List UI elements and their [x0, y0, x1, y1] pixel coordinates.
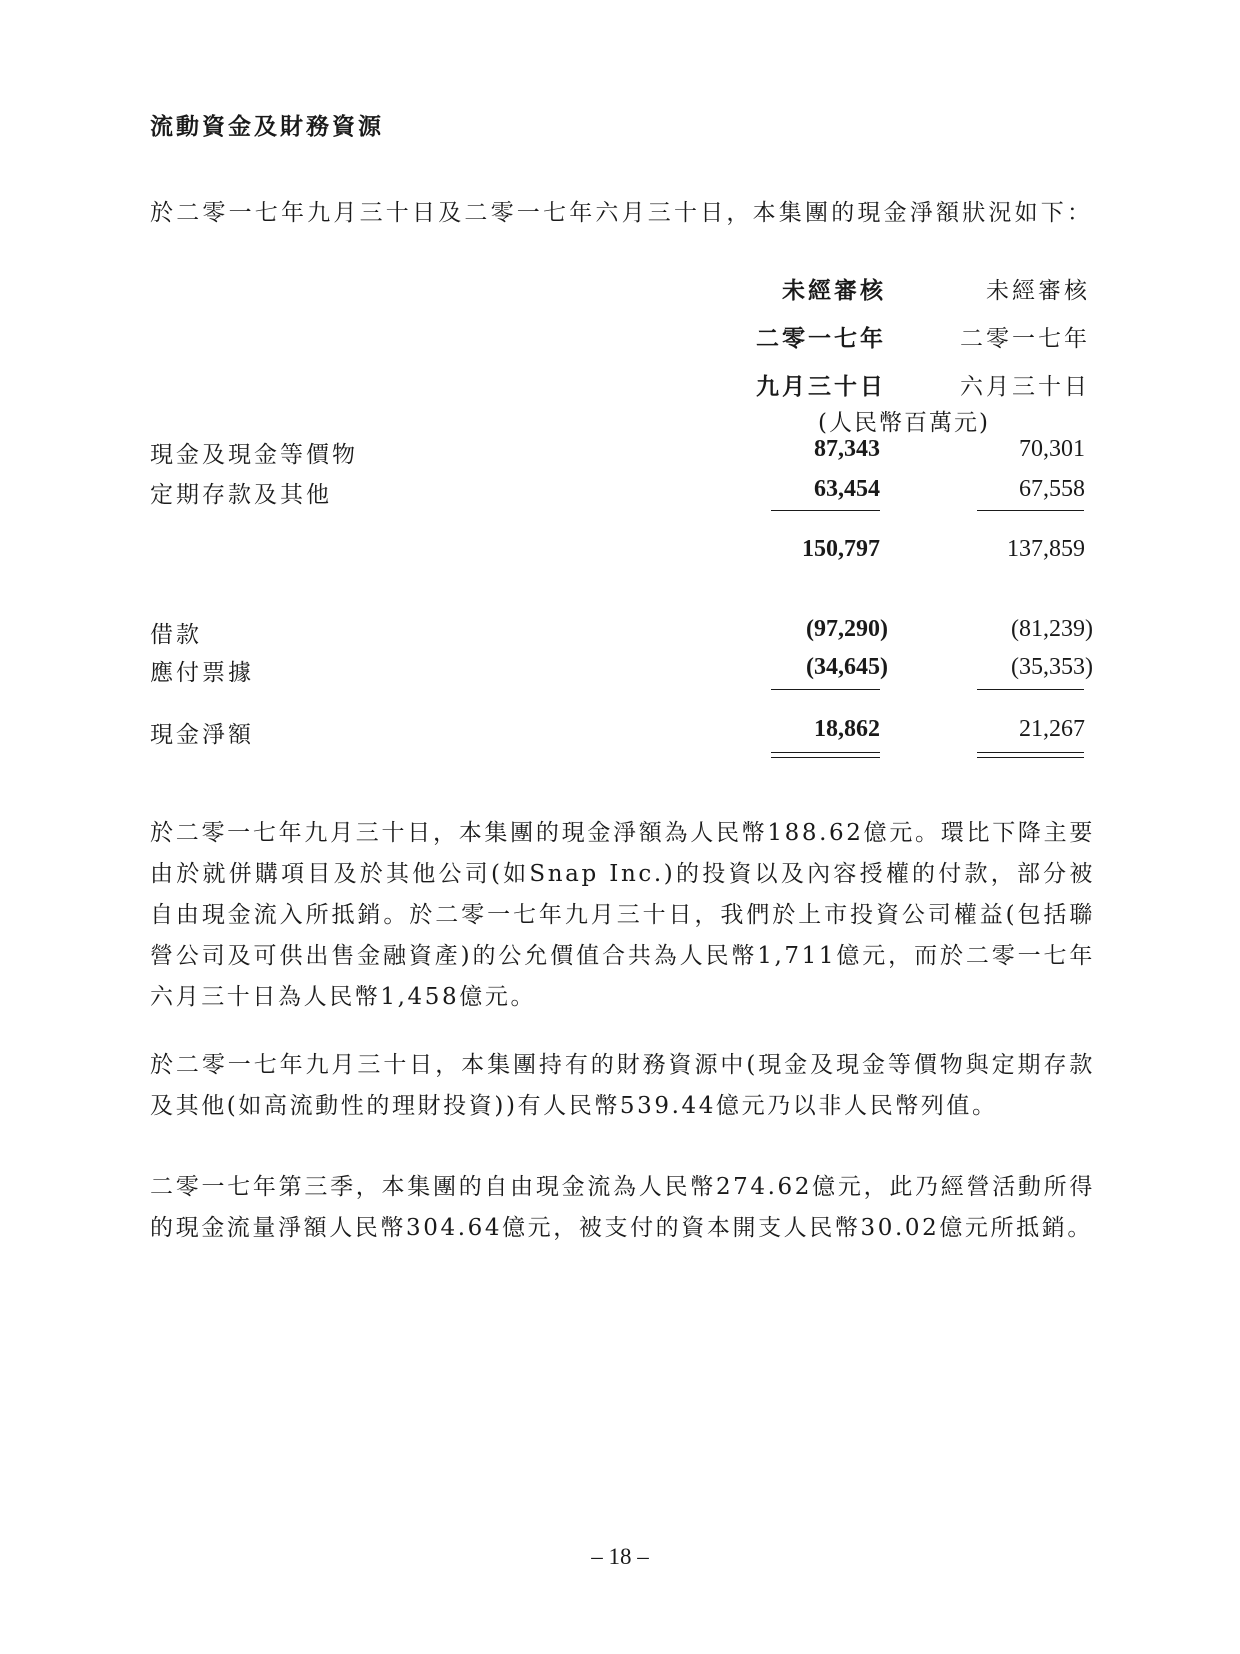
- paragraph-net-cash-explanation: 於二零一七年九月三十日，本集團的現金淨額為人民幣188.62億元。環比下降主要由於就併購項目及於其他公司(如Snap Inc.)的投資以及內容授權的付款，部分被自由現金流入所抵銷。於二零一七年九月三十日，我們於上市投資公司權益(包括聯營公司及可供出售金融資產)的公允價值合共為人民幣1,711億元，而於二零一七年六月三十日為人民幣1,458億元。: [150, 820, 1095, 1010]
- intro-sentence: 於二零一七年九月三十日及二零一七年六月三十日，本集團的現金淨額狀況如下：: [150, 200, 1094, 226]
- cell-notes-payable-current: (34,645): [806, 654, 888, 680]
- paragraph-free-cash-flow: 二零一七年第三季，本集團的自由現金流為人民幣274.62億元，此乃經營活動所得的現金流量淨額人民幣304.64億元，被支付的資本開支人民幣30.02億元所抵銷。: [150, 1174, 1095, 1241]
- cell-net-cash-prior: 21,267: [1019, 716, 1085, 742]
- double-rule-current-top: [771, 752, 880, 753]
- column-header-prior-line1: 未經審核: [986, 278, 1090, 304]
- row-label-notes-payable: 應付票據: [150, 660, 254, 686]
- row-label-net-cash: 現金淨額: [150, 722, 254, 748]
- column-header-prior-line2: 二零一七年: [960, 326, 1090, 352]
- net-rule-prior: [977, 689, 1084, 690]
- cell-term-deposits-current: 63,454: [814, 476, 880, 502]
- subtotal-rule-prior: [977, 510, 1084, 511]
- cell-term-deposits-prior: 67,558: [1019, 476, 1085, 502]
- cell-borrowings-prior: (81,239): [1011, 616, 1093, 642]
- double-rule-prior-top: [977, 752, 1084, 753]
- column-header-prior: [960, 274, 1090, 418]
- double-rule-current-bottom: [771, 757, 880, 758]
- subtotal-rule-current: [771, 510, 880, 511]
- page-number: – 18 –: [591, 1544, 649, 1569]
- cell-cash-prior: 70,301: [1019, 436, 1085, 462]
- cell-net-cash-current: 18,862: [814, 716, 880, 742]
- cell-borrowings-current: (97,290): [806, 616, 888, 642]
- column-header-current: [756, 274, 886, 418]
- cell-cash-current: 87,343: [814, 436, 880, 462]
- row-label-borrowings: 借款: [150, 622, 202, 648]
- cell-notes-payable-prior: (35,353): [1011, 654, 1093, 680]
- cell-subtotal-current: 150,797: [802, 536, 880, 562]
- double-rule-prior-bottom: [977, 757, 1084, 758]
- unit-label: (人民幣百萬元): [818, 410, 990, 436]
- row-label-term-deposits: 定期存款及其他: [150, 482, 332, 508]
- column-header-current-line3: 九月三十日: [756, 374, 886, 400]
- column-header-current-line2: 二零一七年: [756, 326, 886, 352]
- cell-subtotal-prior: 137,859: [1007, 536, 1085, 562]
- column-header-current-line1: 未經審核: [782, 278, 886, 304]
- row-label-cash: 現金及現金等價物: [150, 442, 358, 468]
- paragraph-non-rmb-resources: 於二零一七年九月三十日，本集團持有的財務資源中(現金及現金等價物與定期存款及其他(如高流動性的理財投資))有人民幣539.44億元乃以非人民幣列值。: [150, 1052, 1095, 1119]
- section-heading: 流動資金及財務資源: [150, 114, 384, 140]
- net-rule-current: [771, 689, 880, 690]
- column-header-prior-line3: 六月三十日: [960, 374, 1090, 400]
